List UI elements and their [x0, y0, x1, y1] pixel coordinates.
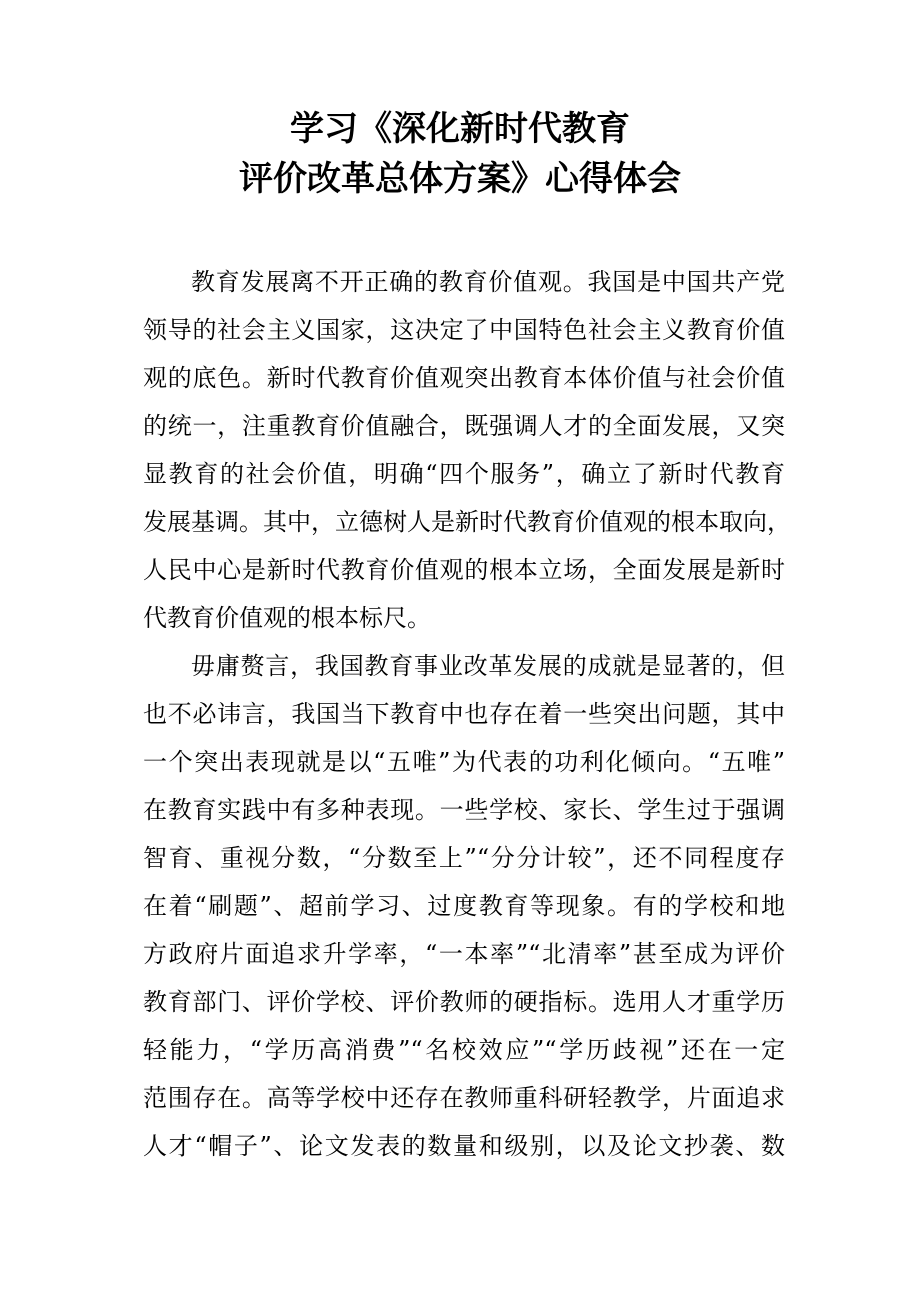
- title-line-2: 评价改革总体方案》心得体会: [239, 159, 681, 199]
- document-title: [0, 104, 920, 204]
- paragraph-line: 也不必讳言，我国当下教育中也存在着一些突出问题，其中: [143, 700, 785, 728]
- title-line-1: 学习《深化新时代教育: [290, 109, 630, 149]
- paragraph-line: 教育发展离不开正确的教育价值观。我国是中国共产党: [191, 268, 785, 296]
- paragraph-line: 代教育价值观的根本标尺。: [143, 604, 431, 632]
- paragraph-line: 显教育的社会价值，明确“四个服务”，确立了新时代教育: [143, 460, 785, 488]
- document-body: [143, 258, 791, 1170]
- paragraph-line: 发展基调。其中，立德树人是新时代教育价值观的根本取向，: [143, 508, 791, 536]
- paragraph-line: 智育、重视分数，“分数至上”“分分计较”，还不同程度存: [143, 844, 785, 872]
- paragraph-line: 在着“刷题”、超前学习、过度教育等现象。有的学校和地: [143, 892, 785, 920]
- paragraph-line: 教育部门、评价学校、评价教师的硬指标。选用人才重学历: [143, 988, 785, 1016]
- paragraph-line: 范围存在。高等学校中还存在教师重科研轻教学，片面追求: [143, 1084, 785, 1112]
- paragraph-line: 人才“帽子”、论文发表的数量和级别，以及论文抄袭、数: [143, 1132, 785, 1160]
- paragraph-line: 一个突出表现就是以“五唯”为代表的功利化倾向。“五唯”: [143, 748, 785, 776]
- paragraph-line: 领导的社会主义国家，这决定了中国特色社会主义教育价值: [143, 316, 785, 344]
- paragraph-1: [143, 258, 791, 642]
- paragraph-2: [143, 642, 785, 1170]
- paragraph-line: 人民中心是新时代教育价值观的根本立场，全面发展是新时: [143, 556, 785, 584]
- paragraph-line: 轻能力，“学历高消费”“名校效应”“学历歧视”还在一定: [143, 1036, 785, 1064]
- paragraph-line: 方政府片面追求升学率，“一本率”“北清率”甚至成为评价: [143, 940, 785, 968]
- paragraph-line: 观的底色。新时代教育价值观突出教育本体价值与社会价值: [143, 364, 785, 392]
- paragraph-line: 的统一，注重教育价值融合，既强调人才的全面发展，又突: [143, 412, 785, 440]
- paragraph-line: 毋庸赘言，我国教育事业改革发展的成就是显著的，但: [191, 652, 785, 680]
- paragraph-line: 在教育实践中有多种表现。一些学校、家长、学生过于强调: [143, 796, 785, 824]
